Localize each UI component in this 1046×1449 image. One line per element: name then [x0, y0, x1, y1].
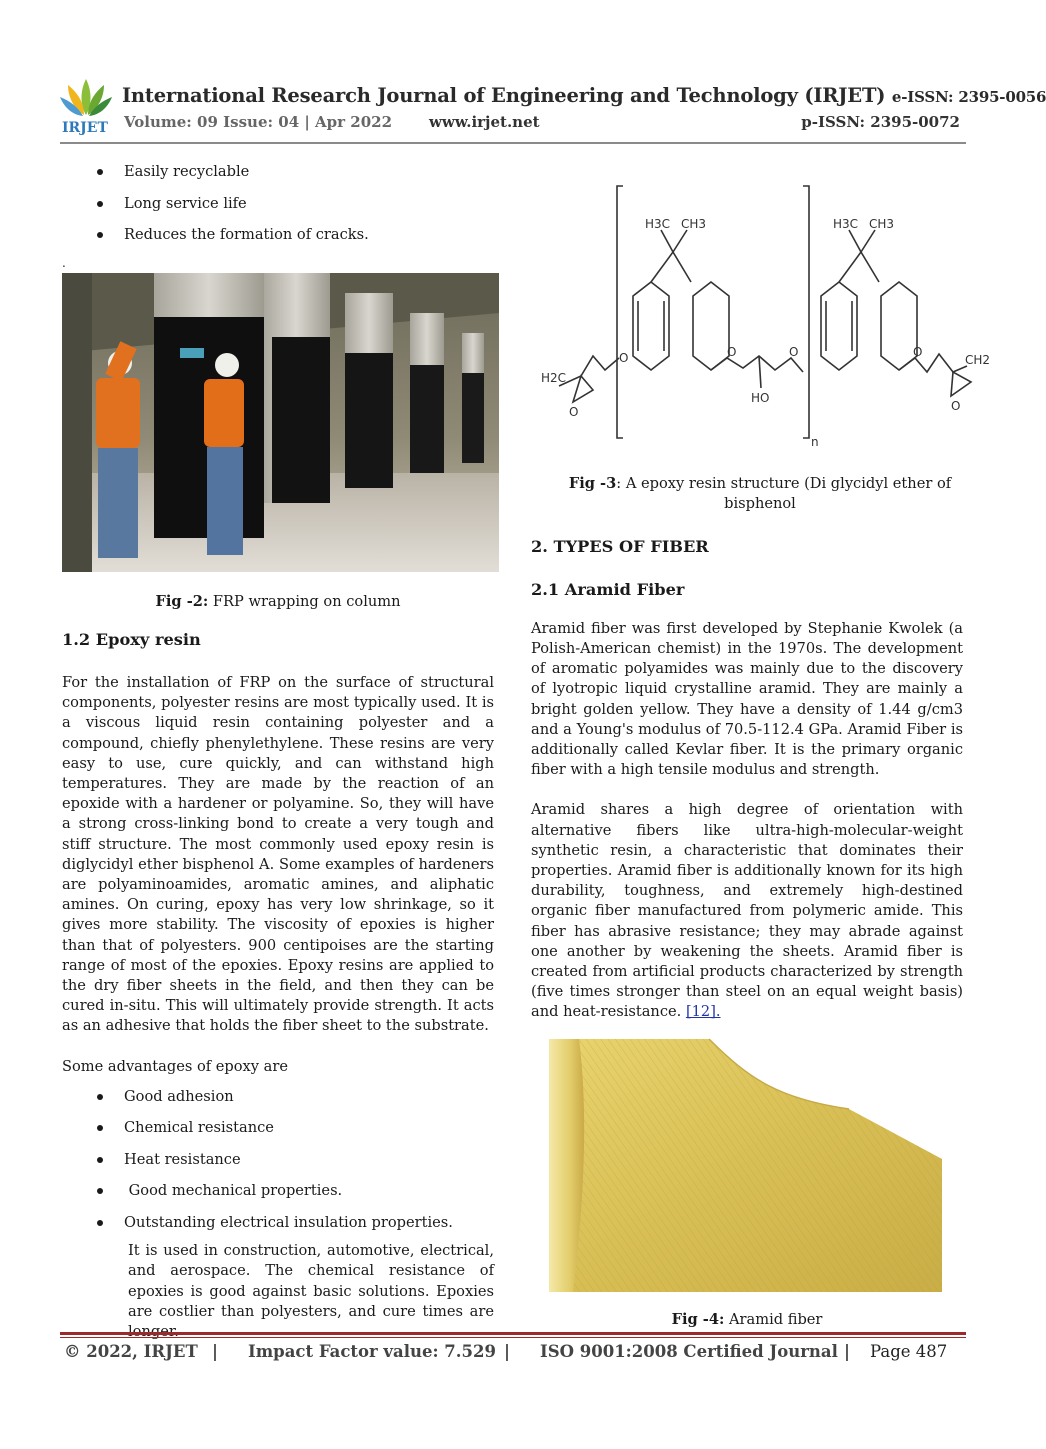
citation-link[interactable]: [12]. [685, 1003, 721, 1021]
eissn: e-ISSN: 2395-0056 [891, 88, 1046, 106]
footer-copyright: © 2022, IRJET [64, 1342, 198, 1361]
list-item: Reduces the formation of cracks. [95, 223, 494, 255]
types-heading: 2. TYPES OF FIBER [531, 537, 709, 557]
frp-column-photo [62, 273, 499, 572]
fig4-caption: Fig -4: Aramid fiber [671, 1310, 823, 1328]
label-ch3: CH3 [869, 217, 895, 231]
epoxy-structure-diagram [541, 176, 991, 466]
benefits-list [95, 160, 494, 255]
bullet-icon [97, 1094, 103, 1100]
epoxy-heading: 1.2 Epoxy resin [62, 629, 201, 649]
label-o: O [569, 405, 579, 419]
list-item: Long service life [95, 192, 494, 224]
volume-issue: Volume: 09 Issue: 04 | Apr 2022 [124, 113, 393, 131]
epoxy-uses-paragraph: It is used in construction, automotive, electrical, and aerospace. The chemical resistance of epoxies is good against basic solutions. Epoxies are costlier than polyesters, and cure times are [128, 1242, 494, 1320]
advantages-list [95, 1085, 494, 1243]
right-column [531, 160, 991, 1330]
journal-name: International Research Journal of Engineering and Technology (IRJET) [122, 84, 886, 107]
fig3-caption: Fig -3: A epoxy resin structure (Di glycidyl ether of bisphenol [568, 475, 952, 513]
label-ho: HO [751, 391, 770, 405]
footer-separator: | [504, 1342, 511, 1361]
fig2-caption: Fig -2: FRP wrapping on column [155, 592, 401, 610]
footer-separator: | [844, 1342, 851, 1361]
footer-iso: ISO 9001:2008 Certified Journal [540, 1342, 838, 1361]
bullet-icon [97, 201, 103, 207]
label-o: O [789, 345, 799, 359]
label-ch3: CH3 [681, 217, 707, 231]
footer-divider [60, 1332, 966, 1335]
website-link[interactable]: www.irjet.net [429, 113, 540, 131]
label-h2c: H2C [541, 371, 567, 385]
list-item: Chemical resistance [95, 1116, 494, 1148]
label-o: O [951, 399, 961, 413]
bullet-icon [97, 1157, 103, 1163]
header-line-2 [124, 113, 960, 133]
aramid-heading: 2.1 Aramid Fiber [531, 579, 685, 599]
list-item: Good adhesion [95, 1085, 494, 1117]
aramid-paragraph-2: Aramid shares a high degree of orientation with alternative fibers like ultra-high-molecular-weight synthetic resin, a characteristic that dominates their properties. Aramid fiber is additionally known for its high durability, toughness, and extremely high-destined organic fiber manufactured from polymeric amide. This fiber has abrasive resistance; they may abrade against one another by weakening the sheets. Aramid fiber is created from artificial products characterized by strength (five times stronger than steel on an equal weight basis) and heat-resistance. [12]. [531, 801, 963, 1021]
bullet-icon [97, 1125, 103, 1131]
pissn: p-ISSN: 2395-0072 [801, 113, 960, 131]
epoxy-paragraph: For the installation of FRP on the surface of structural components, polyester resins are most typically used. It is a viscous liquid resin containing polyester and a compound, chiefly phenylethylene. These resins are very easy to use, cure quickly, and can withstand high temperatures. They are made by the reaction of an epoxide with a hardener or polyamine. So, they will have a strong cross-linking bond to create a very tough and stiff structure. The most commonly used epoxy resin is diglycidyl ether bisphenol A. Some examples of hardeners are polyaminoamides, aromatic amines, and aliphatic amines. On curing, epoxy has very low shrinkage, so it gives more stability. The viscosity of epoxies is higher than that of polyesters. 900 centipoises are the starting range of most of the epoxies. Epoxy resins are applied to the dry fiber sheets in the field, and then they can be cured in-situ. This will ultimately provide strength. It acts as an adhesive that holds the fiber sheet to the substrate. [62, 673, 494, 1035]
logo-text: IRJET [62, 120, 108, 136]
aramid-fiber-photo [549, 1039, 942, 1292]
aramid-paragraph-1: Aramid fiber was first developed by Stephanie Kwolek (a Polish-American chemist) in the 1970s. The development of aromatic polyamides was mainly due to the discovery of lyotropic liquid crystalline aramid. They are mainly a bright golden yellow. They have a density of 1.44 g/cm3 and a Young's modulus of 70.5-112.4 GPa. Aramid Fiber is additionally called Kevlar fiber. It is the primary organic fiber with a high tensile modulus and strength. [531, 619, 963, 779]
advantages-intro: Some advantages of epoxy are [62, 1057, 288, 1075]
bullet-icon [97, 169, 103, 175]
stray-mark: . [62, 255, 66, 270]
label-o: O [619, 351, 629, 365]
label-o: O [913, 345, 923, 359]
bullet-icon [97, 1188, 103, 1194]
list-item: Outstanding electrical insulation properties. [95, 1211, 494, 1243]
list-item: Easily recyclable [95, 160, 494, 192]
label-h3c: H3C [645, 217, 671, 231]
footer-divider [60, 1337, 966, 1338]
journal-title [122, 84, 1046, 107]
label-ch2: CH2 [965, 353, 991, 367]
page-footer [64, 1342, 948, 1366]
left-column [62, 160, 494, 1342]
footer-impact-factor: Impact Factor value: 7.529 [248, 1342, 496, 1361]
irjet-logo [58, 75, 114, 135]
bullet-icon [97, 232, 103, 238]
label-o: O [727, 345, 737, 359]
label-h3c: H3C [833, 217, 859, 231]
list-item: Good mechanical properties. [95, 1179, 494, 1211]
label-n: n [811, 435, 819, 449]
footer-separator: | [212, 1342, 219, 1361]
page-number: Page 487 [870, 1342, 948, 1361]
header-divider [60, 142, 966, 144]
bullet-icon [97, 1220, 103, 1226]
list-item: Heat resistance [95, 1148, 494, 1180]
